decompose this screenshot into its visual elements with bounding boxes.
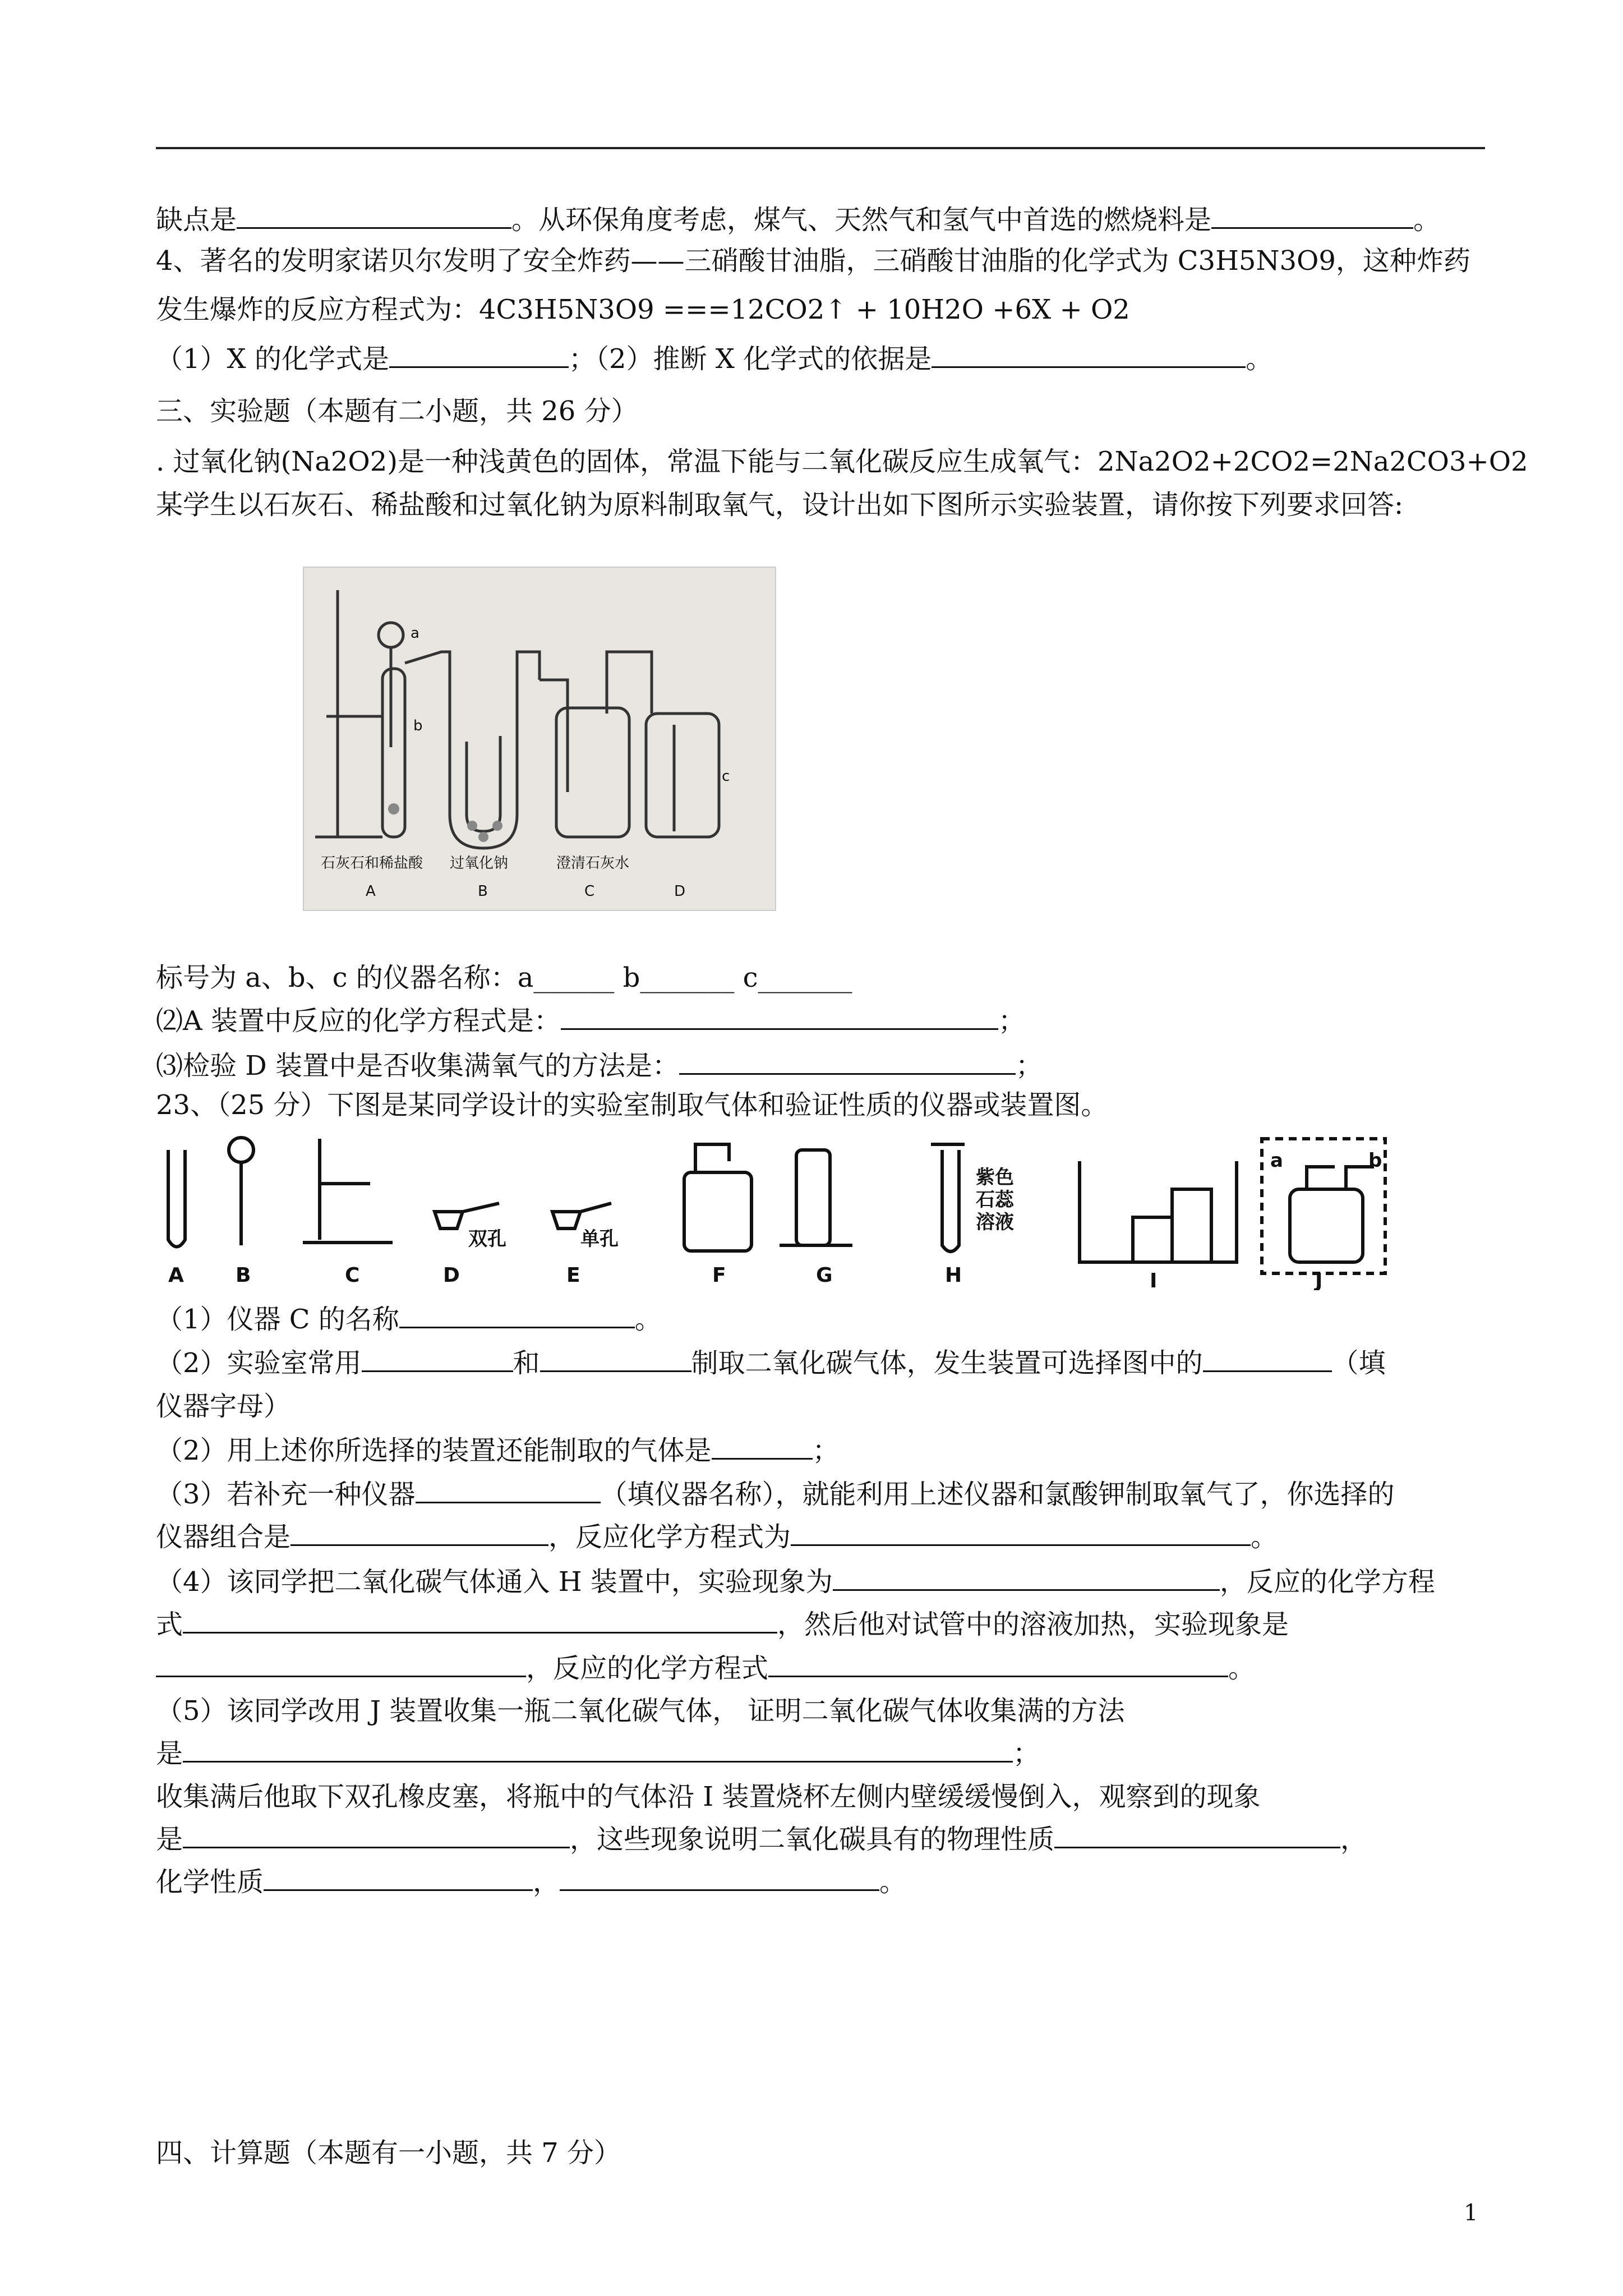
q23-5-cont	[156, 1737, 1040, 1770]
text: ；（2）推断 X 化学式的依据是	[568, 343, 932, 375]
instrument-names: 标号为 a、b、c 的仪器名称：a______ b_______ c_______	[156, 962, 852, 993]
answer-blank[interactable]	[183, 1738, 1013, 1763]
text: ；	[998, 1005, 1025, 1037]
text: （填	[1331, 1347, 1386, 1379]
text: （4）该同学把二氧化碳气体通入 H 装置中，实验现象为	[156, 1566, 833, 1598]
page-number: 1	[1464, 2200, 1478, 2226]
text: ⑶检验 D 装置中是否收集满氧气的方法是：	[156, 1050, 680, 1082]
q23-3	[156, 1478, 1395, 1511]
letter-J: J	[1315, 1269, 1323, 1290]
text: 。	[1228, 1653, 1256, 1684]
answer-blank[interactable]	[1054, 1824, 1340, 1848]
q23-4-cont	[156, 1608, 1289, 1641]
answer-blank[interactable]	[237, 205, 511, 229]
text: ；	[1013, 1738, 1040, 1769]
text: （1）X 的化学式是	[156, 343, 389, 375]
text: 。	[1251, 1521, 1278, 1553]
e-label: 单孔	[580, 1228, 619, 1250]
text: 化学性质	[156, 1866, 264, 1898]
text: 仪器组合是	[156, 1521, 291, 1553]
text: ，	[533, 1866, 560, 1898]
mark-a: a	[411, 625, 419, 642]
answer-blank[interactable]	[768, 1653, 1228, 1677]
mark-b: b	[413, 717, 423, 734]
answer-blank[interactable]	[399, 1304, 635, 1328]
text: ⑵A 装置中反应的化学方程式是：	[156, 1005, 561, 1037]
answer-blank[interactable]	[183, 1824, 570, 1848]
answer-blank[interactable]	[679, 1051, 1016, 1075]
d-label: 双孔	[468, 1228, 506, 1250]
instruments-drawing	[157, 1128, 1486, 1290]
experiment-intro: . 过氧化钠(Na2O2)是一种浅黄色的固体，常温下能与二氧化碳反应生成氧气：2Na2O2+2CO2=2Na2CO3+O2	[156, 446, 1528, 477]
text: （填仪器名称），就能利用上述仪器和氯酸钾制取氧气了，你选择的	[600, 1479, 1395, 1510]
letter-D: D	[674, 883, 686, 900]
answer-blank[interactable]	[362, 1348, 513, 1372]
text: ，反应的化学方程	[1219, 1566, 1435, 1598]
text: ；	[812, 1435, 840, 1466]
question-23-heading: 23、（25 分）下图是某同学设计的实验室制取气体和验证性质的仪器或装置图。	[156, 1089, 1108, 1121]
question-4-sub	[156, 342, 1272, 376]
q23-5: （5）该同学改用 J 装置收集一瓶二氧化碳气体， 证明二氧化碳气体收集满的方法	[156, 1695, 1125, 1727]
text: 。	[634, 1304, 662, 1335]
letter-B: B	[236, 1264, 251, 1287]
answer-blank[interactable]	[791, 1522, 1251, 1546]
question-4-equation: 发生爆炸的反应方程式为：4C3H5N3O9 ===12CO2↑ + 10H2O +6X + O2	[156, 294, 1130, 325]
text: 。从环保角度考虑，煤气、天然气和氢气中首选的燃烧料是	[511, 204, 1212, 236]
letter-F: F	[712, 1264, 726, 1287]
letter-A: A	[168, 1264, 184, 1287]
text: 。	[879, 1866, 907, 1898]
question-2-line	[156, 1004, 1025, 1038]
q23-5-chem	[156, 1865, 906, 1899]
letter-D: D	[443, 1264, 460, 1287]
text: ；	[1016, 1050, 1043, 1082]
answer-blank[interactable]	[291, 1522, 548, 1546]
answer-blank[interactable]	[561, 1006, 998, 1030]
h-label-1: 紫色	[976, 1166, 1014, 1189]
h-label-3: 溶液	[976, 1211, 1014, 1234]
q23-2b	[156, 1434, 840, 1467]
apparatus-figure	[303, 567, 776, 911]
text: （3）若补充一种仪器	[156, 1479, 416, 1510]
label-A-substance: 石灰石和稀盐酸	[321, 855, 423, 872]
j-b: b	[1368, 1149, 1382, 1172]
q23-5-obs-cont	[156, 1823, 1367, 1856]
apparatus-drawing	[304, 568, 775, 910]
text: 。	[1413, 204, 1441, 236]
text: 式	[156, 1609, 183, 1640]
h-label-2: 石蕊	[976, 1189, 1014, 1211]
q23-1	[156, 1303, 662, 1336]
q23-3-cont	[156, 1520, 1278, 1554]
answer-blank[interactable]	[932, 344, 1246, 368]
letter-A: A	[366, 883, 376, 900]
letter-E: E	[566, 1264, 580, 1287]
question-line-1	[156, 203, 1440, 237]
label-C-substance: 澄清石灰水	[556, 855, 630, 872]
text: 缺点是	[156, 204, 237, 236]
text: 制取二氧化碳气体，发生装置可选择图中的	[691, 1347, 1203, 1379]
text: （1）仪器 C 的名称	[156, 1304, 399, 1335]
text: （2）实验室常用	[156, 1347, 362, 1379]
answer-blank[interactable]	[1211, 205, 1413, 229]
header-rule	[156, 147, 1485, 149]
letter-I: I	[1150, 1269, 1158, 1290]
instruments-figure	[157, 1128, 1486, 1290]
answer-blank[interactable]	[833, 1567, 1220, 1591]
text: 是	[156, 1824, 183, 1855]
q23-5-obs: 收集满后他取下双孔橡皮塞，将瓶中的气体沿 I 装置烧杯左侧内壁缓缓慢倒入，观察到的现象	[156, 1781, 1261, 1812]
letter-H: H	[945, 1264, 962, 1287]
answer-blank[interactable]	[540, 1348, 691, 1372]
answer-blank[interactable]	[1203, 1348, 1332, 1372]
section-4-heading: 四、计算题（本题有一小题，共 7 分）	[156, 2137, 621, 2169]
experiment-intro-2: 某学生以石灰石、稀盐酸和过氧化钠为原料制取氧气，设计出如下图所示实验装置，请你按下列要求回答:	[156, 489, 1404, 521]
answer-blank[interactable]	[264, 1867, 533, 1891]
text: ，	[1340, 1824, 1368, 1855]
q23-2	[156, 1346, 1386, 1380]
text: 。	[1246, 343, 1273, 375]
text: ，这些现象说明二氧化碳具有的物理性质	[570, 1824, 1055, 1855]
label-B-substance: 过氧化钠	[450, 855, 509, 872]
text: （2）用上述你所选择的装置还能制取的气体是	[156, 1435, 712, 1466]
question-4-line-1: 4、著名的发明家诺贝尔发明了安全炸药——三硝酸甘油脂，三硝酸甘油脂的化学式为 C3H5N3O9，这种炸药	[156, 245, 1470, 277]
letter-C: C	[345, 1264, 360, 1287]
text: 是	[156, 1738, 183, 1769]
answer-blank[interactable]	[416, 1479, 601, 1503]
section-3-heading: 三、实验题（本题有二小题，共 26 分）	[156, 395, 638, 427]
q23-4-cont2	[156, 1651, 1255, 1685]
question-3-line	[156, 1049, 1043, 1083]
answer-blank[interactable]	[389, 344, 569, 368]
letter-C: C	[584, 883, 595, 900]
text: ，反应化学方程式为	[548, 1521, 791, 1553]
text: ，然后他对试管中的溶液加热，实验现象是	[777, 1609, 1289, 1640]
answer-blank[interactable]	[156, 1653, 526, 1677]
answer-blank[interactable]	[183, 1609, 777, 1634]
q23-4	[156, 1565, 1435, 1599]
text: ，反应的化学方程式	[526, 1653, 769, 1684]
answer-blank[interactable]	[560, 1867, 879, 1891]
letter-G: G	[816, 1264, 833, 1287]
j-a: a	[1270, 1149, 1283, 1172]
text: 和	[513, 1347, 540, 1379]
mark-c: c	[722, 768, 730, 785]
answer-blank[interactable]	[712, 1435, 813, 1460]
letter-B: B	[478, 883, 488, 900]
q23-2-cont: 仪器字母）	[156, 1391, 291, 1422]
